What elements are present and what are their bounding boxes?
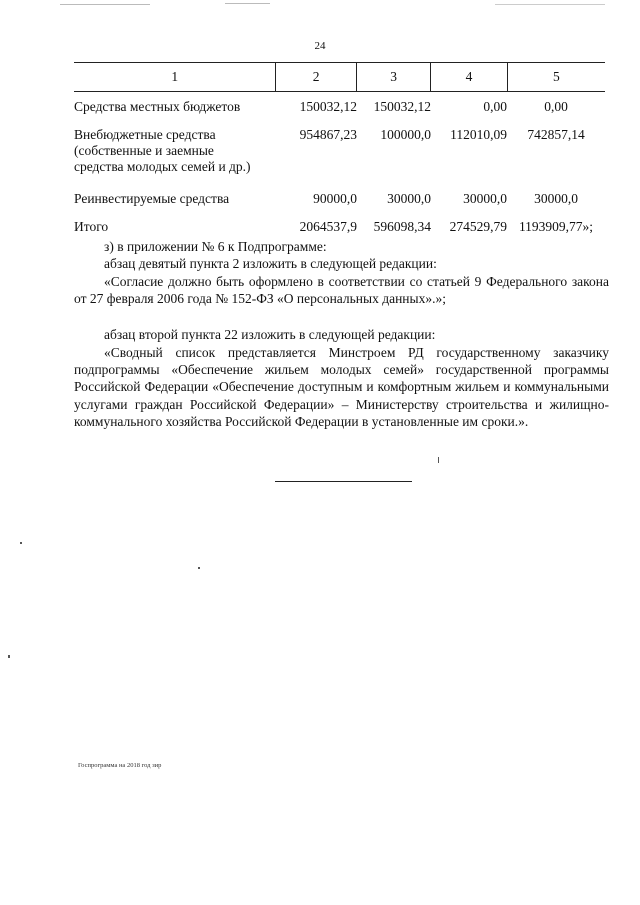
table-cell: 100000,0	[380, 127, 431, 142]
row-label	[74, 127, 277, 175]
table-cell: 0,00	[483, 99, 507, 114]
table-cell: 954867,23	[299, 127, 357, 142]
scan-speck	[8, 655, 10, 658]
row-label-line: (собственные и заемные	[74, 143, 214, 158]
table-row	[74, 127, 605, 175]
page-number: 24	[314, 40, 326, 52]
scan-speck	[60, 4, 150, 5]
paragraph-instruction-1: абзац девятый пункта 2 изложить в следующей редакции:	[104, 256, 437, 271]
scan-speck	[20, 542, 22, 544]
column-header-1: 1	[171, 69, 179, 84]
table-row	[74, 99, 605, 115]
column-header-4: 4	[430, 63, 506, 91]
table-cell: 0,00	[544, 99, 568, 114]
scan-speck	[438, 457, 439, 463]
paragraph-amendment-z: з) в приложении № 6 к Подпрограмме:	[104, 239, 327, 254]
table-cell: 30000,0	[463, 191, 507, 206]
table-cell: 2064537,9	[299, 219, 357, 234]
table-cell: 274529,79	[449, 219, 507, 234]
column-header-2: 2	[275, 63, 355, 91]
table-cell: 596098,34	[373, 219, 431, 234]
scan-speck	[495, 4, 605, 5]
table-header-row	[74, 62, 605, 92]
funding-table	[74, 62, 605, 234]
scan-speck	[198, 567, 200, 569]
paragraph-instruction-2: абзац второй пункта 22 изложить в следующей редакции:	[104, 327, 436, 342]
row-label: Средства местных бюджетов	[74, 99, 241, 114]
row-label-line: Внебюджетные средства	[74, 127, 216, 142]
end-divider	[275, 481, 412, 482]
table-row	[74, 191, 605, 207]
table-cell: 30000,0	[387, 191, 431, 206]
row-label: Реинвестируемые средства	[74, 191, 230, 206]
footer-note: Госпрограмма на 2018 год зир	[78, 762, 162, 769]
table-cell: 112010,09	[450, 127, 507, 142]
paragraph-quote-2: «Сводный список представляется Минстроем РД государственному заказчику подпрограммы «Обеспечение жильем молодых семей» государственной программы Российской Федерации «Обеспечение доступным и комфортным жильем и коммунальными услугами граждан Российской Федерации» – Министерству строительства и жилищно-коммунального хозяйства Российской Федерации в установленные им сроки.».	[74, 345, 609, 429]
table-cell: 30000,0	[534, 191, 578, 206]
column-header-3: 3	[356, 63, 430, 91]
table-cell: 742857,14	[527, 127, 585, 142]
table-cell: 150032,12	[299, 99, 357, 114]
table-cell: 90000,0	[313, 191, 357, 206]
column-header-5: 5	[507, 63, 605, 91]
row-label-line: средства молодых семей и др.)	[74, 159, 251, 174]
table-row	[74, 219, 605, 235]
table-cell: 1193909,77»;	[518, 219, 594, 234]
paragraph-quote-1: «Согласие должно быть оформлено в соответствии со статьей 9 Федерального закона от 27 февраля 2006 года № 152-ФЗ «О персональных данных».»;	[74, 274, 609, 307]
row-label: Итого	[74, 219, 109, 234]
scan-speck	[225, 3, 270, 4]
table-cell: 150032,12	[373, 99, 431, 114]
